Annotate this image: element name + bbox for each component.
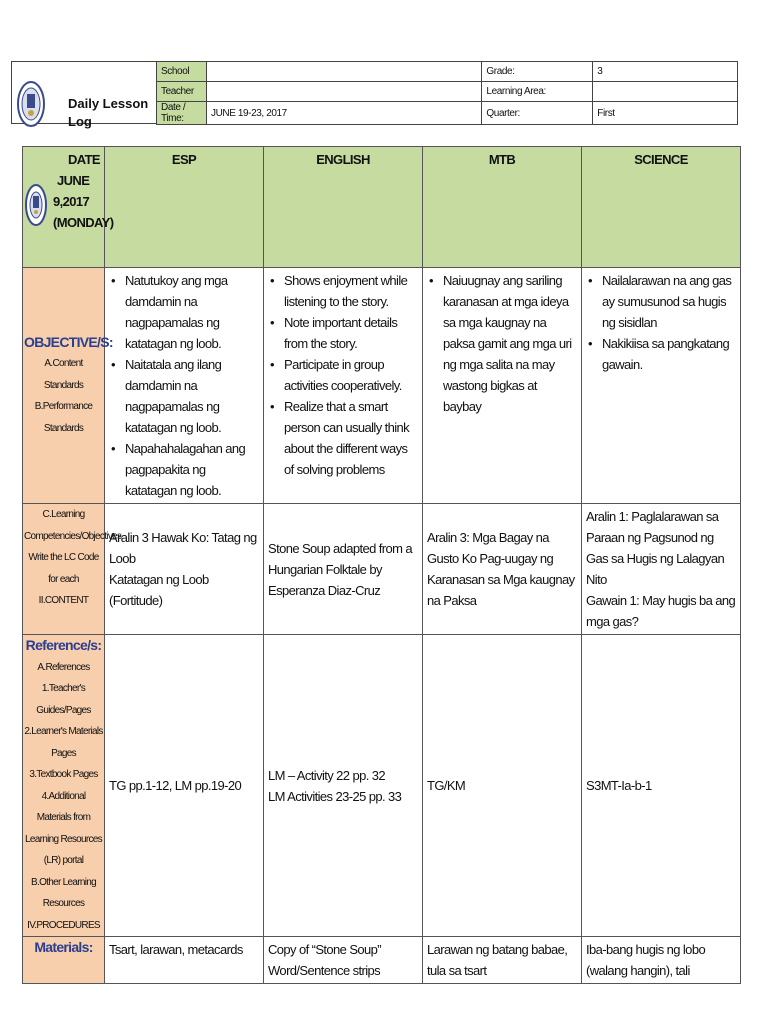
references-label-cell	[23, 635, 105, 937]
other-resources-label: B.Other Learning Resources	[31, 876, 96, 909]
materials-label-cell	[23, 937, 105, 984]
references-esp: TG pp.1-12, LM pp.19-20	[105, 635, 264, 937]
quarter-value: First	[593, 102, 738, 125]
objective-item: • Nailalarawan na ang gas ay sumusunod sa hugis ng sisidlan	[602, 270, 736, 333]
content-label: II.CONTENT	[38, 595, 89, 606]
learners-materials-label: 2.Learner's Materials Pages	[24, 726, 103, 759]
materials-row	[23, 937, 741, 984]
objectives-row	[23, 268, 741, 504]
meta-table	[156, 61, 738, 125]
teachers-guides-label: 1.Teacher's Guides/Pages	[36, 683, 91, 716]
lc-code-label: Write the LC Code for each	[28, 552, 99, 585]
objective-item: • Natutukoy ang mga damdamin na nagpapamalas ng katatagan ng loob.	[125, 270, 259, 354]
content-text: Stone Soup adapted from a Hungarian Folktale by Esperanza Diaz-Cruz	[268, 540, 413, 598]
teacher-label: Teacher	[157, 82, 207, 102]
content-mtb	[423, 504, 582, 635]
learning-area-label: Learning Area:	[482, 82, 593, 102]
materials-english	[264, 937, 423, 984]
deped-seal-icon	[17, 80, 45, 128]
teacher-value	[206, 82, 481, 102]
date-cell	[23, 147, 114, 268]
competencies-label-cell	[23, 504, 122, 635]
objective-item: • Participate in group activities cooperatively.	[284, 354, 418, 396]
objective-item: • Realize that a smart person can usually think about the different ways of solving problems	[284, 396, 418, 480]
references-mtb: TG/KM	[423, 635, 582, 937]
content-english	[264, 504, 423, 635]
textbook-label: 3.Textbook Pages	[29, 769, 98, 780]
lesson-table	[22, 146, 741, 984]
material-text: Word/Sentence strips	[268, 963, 381, 978]
grade-value: 3	[593, 62, 738, 82]
materials-esp: Tsart, larawan, metacards	[105, 937, 264, 984]
objectives-esp	[105, 268, 264, 504]
date-heading: DATE	[67, 152, 100, 167]
additional-materials-label: 4.Additional Materials from Learning Resources (LR) portal	[25, 790, 102, 866]
column-mtb: MTB	[423, 147, 582, 268]
references-heading: Reference/s:	[25, 637, 102, 653]
competencies-label: C.Learning Competencies/Objectives	[24, 509, 122, 542]
reference-text: LM – Activity 22 pp. 32	[268, 767, 385, 783]
content-science	[582, 504, 741, 635]
performance-standards-label: B.Performance Standards	[34, 401, 93, 434]
content-row	[23, 504, 741, 635]
objective-item: • Shows enjoyment while listening to the story.	[284, 270, 418, 312]
materials-mtb: Larawan ng batang babae, tula sa tsart	[423, 937, 582, 984]
content-standards-label: A.Content Standards	[43, 358, 84, 391]
column-science: SCIENCE	[582, 147, 741, 268]
references-english	[264, 635, 423, 937]
objectives-heading: OBJECTIVE/S:	[24, 333, 113, 350]
references-row	[23, 635, 741, 937]
content-text: Aralin 1: Paglalarawan sa Paraan ng Pagsunod ng Gas sa Hugis ng Lalagyan Nito	[586, 509, 725, 587]
page-title: Daily Lesson Log	[68, 96, 149, 129]
objectives-mtb	[423, 268, 582, 504]
reference-text: LM Activities 23-25 pp. 33	[268, 788, 402, 804]
content-text: Aralin 3 Hawak Ko: Tatag ng Loob	[109, 530, 257, 566]
a-references-label: A.References	[37, 661, 90, 673]
objectives-english	[264, 268, 423, 504]
content-esp	[105, 504, 264, 635]
column-esp: ESP	[105, 147, 264, 268]
objectives-science	[582, 268, 741, 504]
material-text: Copy of “Stone Soup”	[268, 942, 382, 957]
learning-area-value	[593, 82, 738, 102]
school-value	[206, 62, 481, 82]
date-day: 9,2017	[53, 194, 90, 209]
grade-label: Grade:	[482, 62, 593, 82]
column-english: ENGLISH	[264, 147, 423, 268]
procedures-label: IV.PROCEDURES	[27, 919, 100, 931]
materials-science: Iba-bang hugis ng lobo (walang hangin), tali	[582, 937, 741, 984]
deped-seal-icon	[25, 181, 47, 229]
objective-item: • Nakikiisa sa pangkatang gawain.	[602, 333, 736, 375]
objective-item: • Note important details from the story.	[284, 312, 418, 354]
quarter-label: Quarter:	[482, 102, 593, 125]
date-month: JUNE	[57, 173, 90, 188]
content-text: Katatagan ng Loob (Fortitude)	[109, 572, 209, 608]
content-text: Gawain 1: May hugis ba ang mga gas?	[586, 593, 736, 629]
objective-item: • Naitatala ang ilang damdamin na nagpapamalas ng katatagan ng loob.	[125, 354, 259, 438]
date-value: JUNE 19-23, 2017	[206, 102, 481, 125]
column-header-row	[23, 147, 741, 268]
objectives-label-cell	[23, 268, 113, 504]
school-label: School	[157, 62, 207, 82]
objective-item: • Naiuugnay ang sariling karanasan at mga ideya sa mga kaugnay na paksa gamit ang mga uri ng mga salita na may wastong bigkas at baybay	[443, 270, 577, 417]
references-science: S3MT-Ia-b-1	[582, 635, 741, 937]
date-weekday: (MONDAY)	[53, 215, 114, 230]
materials-heading: Materials:	[34, 939, 93, 955]
content-text: Aralin 3: Mga Bagay na Gusto Ko Pag-uugay ng Karanasan sa Mga kaugnay na Paksa	[427, 530, 575, 608]
objective-item: • Napahahalagahan ang pagpapakita ng katatagan ng loob.	[125, 438, 259, 501]
date-label: Date / Time:	[157, 102, 207, 125]
